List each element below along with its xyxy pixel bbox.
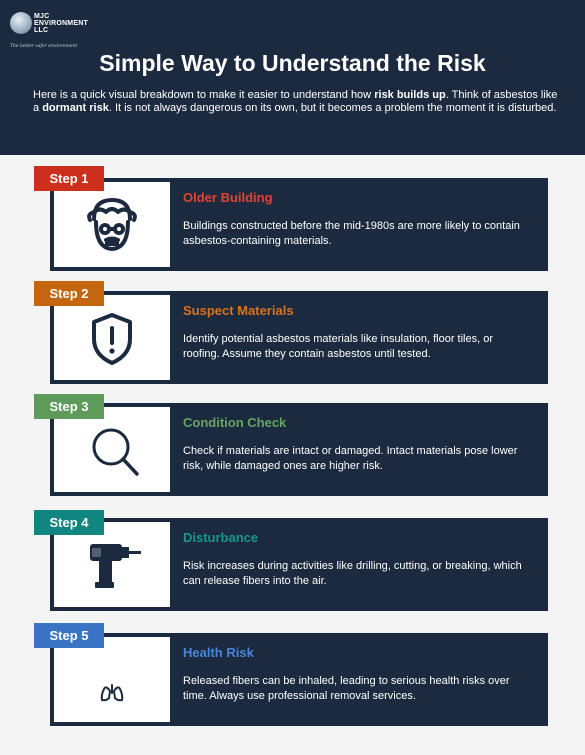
magnifier-icon [54,407,170,492]
step-5-description: Released fibers can be inhaled, leading to serious health risks over time. Always use professional removal services. [183,675,510,702]
step-5-badge: Step 5 [34,623,104,648]
step-2-icon-box [54,295,170,380]
intro-text-2: . Think of asbestos like a [33,89,558,114]
step-card-2 [50,291,548,384]
step-1-badge: Step 1 [34,166,104,191]
step-card-3 [50,403,548,496]
step-4-badge: Step 4 [34,510,104,535]
step-1-icon-box [54,182,170,267]
step-2-badge: Step 2 [34,281,104,306]
intro-text-3: . It is not always dangerous on its own, but it becomes a problem the moment it is disturbed. [108,102,557,114]
logo-globe-icon [10,12,32,34]
step-5-icon-box [54,637,170,722]
step-3-title: Condition Check [183,415,287,430]
step-3-description: Check if materials are intact or damaged. Intact materials pose lower risk, while damaged ones are higher risk. [183,445,518,472]
step-card-1 [50,178,548,271]
step-4-description: Risk increases during activities like drilling, cutting, or breaking, which can release fibers into the air. [183,560,522,587]
step-2-title: Suspect Materials [183,303,294,318]
step-5-title: Health Risk [183,645,254,660]
step-card-5 [50,633,548,726]
intro-bold-1: risk builds up [374,89,446,101]
shield-alert-icon [54,295,170,380]
header-banner [0,0,585,155]
logo-tagline: The better safer environment [10,44,78,49]
company-logo[interactable] [10,12,90,49]
intro-bold-2: dormant risk [42,102,109,114]
step-2-description: Identify potential asbestos materials like insulation, floor tiles, or roofing. Assume they contain asbestos until tested. [183,333,493,360]
step-1-description: Buildings constructed before the mid-1980s are more likely to contain asbestos-containing materials. [183,220,520,247]
step-card-4 [50,518,548,611]
page-title: Simple Way to Understand the Risk [99,50,486,76]
step-3-badge: Step 3 [34,394,104,419]
intro-paragraph [33,89,558,115]
elderly-face-icon [54,182,170,267]
step-4-title: Disturbance [183,530,259,545]
step-1-title: Older Building [183,190,273,205]
step-3-icon-box [54,407,170,492]
lungs-icon [54,637,170,722]
logo-text: MJC ENVIRONMENT LLC [34,13,88,34]
intro-text-1: Here is a quick visual breakdown to make it easier to understand how [33,89,375,101]
